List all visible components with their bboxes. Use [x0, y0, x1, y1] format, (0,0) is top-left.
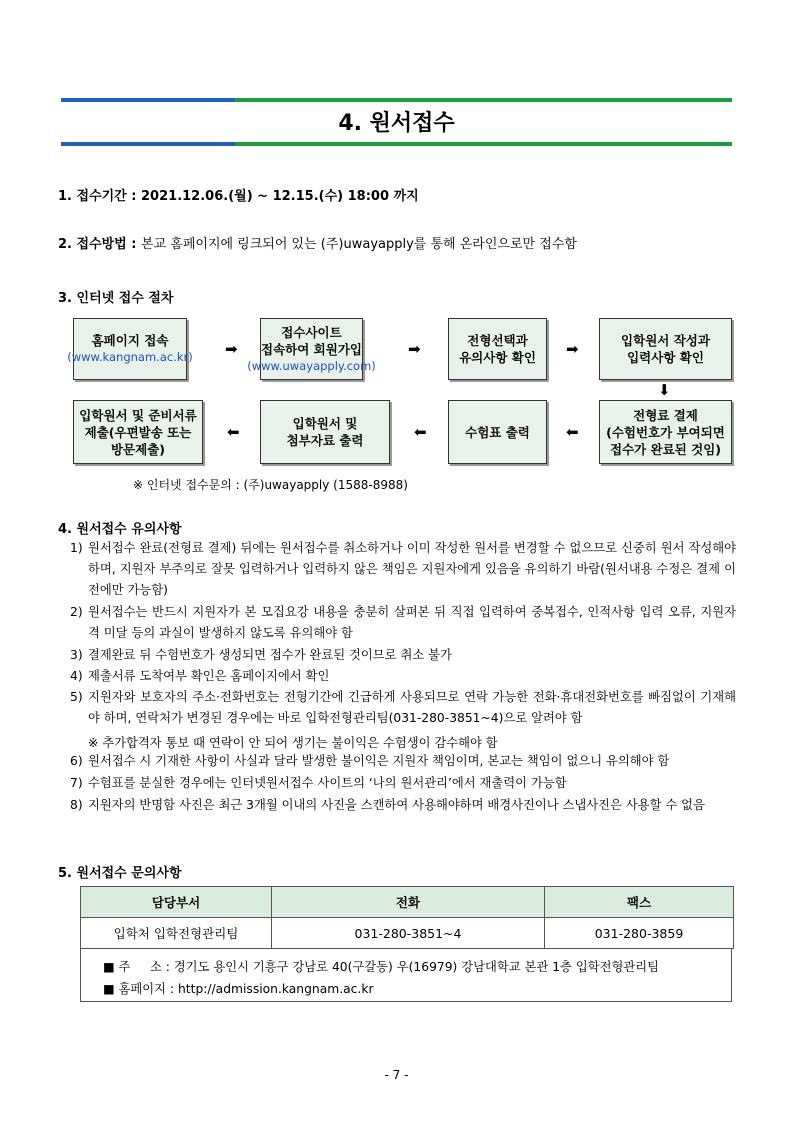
arrow-down-icon: ⬇	[658, 381, 671, 399]
additional-acceptance-note: ※ 추가합격자 통보 때 연락이 안 되어 생기는 불이익은 수험생이 감수해야 함	[88, 736, 498, 750]
arrow-right-icon: ➡	[225, 340, 238, 358]
title-rule-bottom	[61, 142, 732, 146]
table-header: 팩스	[545, 887, 734, 918]
page-number: - 7 -	[384, 1068, 409, 1082]
page-title: 4. 원서접수	[338, 111, 455, 136]
note-item: 4) 제출서류 도착여부 확인은 홈페이지에서 확인	[70, 669, 330, 683]
section-method: 2. 접수방법 : 본교 홈페이지에 링크되어 있는 (주)uwayapply를 통해 온라인으로만 접수함	[58, 237, 577, 252]
table-header-row	[81, 887, 734, 918]
note-item: 3) 결제완료 뒤 수험번호가 생성되면 접수가 완료된 것이므로 취소 불가	[70, 648, 452, 662]
flow-step-signup: 접수사이트 접속하여 회원가입 (www.uwayapply.com)	[260, 318, 363, 380]
arrow-left-icon: ⬅	[566, 423, 579, 441]
flow-inquiry-note: ※ 인터넷 접수문의 : (주)uwayapply (1588-8988)	[133, 478, 408, 492]
flow-step-write: 입학원서 작성과 입력사항 확인	[599, 318, 732, 380]
section-cautions	[58, 518, 182, 537]
arrow-left-icon: ⬅	[227, 423, 240, 441]
section-procedure	[58, 287, 173, 306]
flow-step-print-form: 입학원서 및 첨부자료 출력	[260, 400, 390, 464]
note-item: 7) 수험표를 분실한 경우에는 인터넷원서접수 사이트의 ‘나의 원서관리’에서 재출력이 가능함	[70, 776, 567, 790]
section-procedure-label: 3. 인터넷 접수 절차	[58, 291, 174, 306]
flow-step-select: 전형선택과 유의사항 확인	[448, 318, 547, 380]
arrow-left-icon: ⬅	[414, 423, 427, 441]
arrow-right-icon: ➡	[566, 340, 579, 358]
section-period-text: 2021.12.06.(월) ~ 12.15.(수) 18:00 까지	[141, 189, 419, 204]
section-inquiry	[58, 862, 182, 881]
note-item: 2) 원서접수는 반드시 지원자가 본 모집요강 내용을 충분히 살펴본 뒤 직접 입력하여 중복접수, 인적사항 입력 오류, 지원자격 미달 등의 과실이 발생하지 않도록 유의해야 함	[70, 605, 736, 640]
table-cell: 031-280-3851~4	[272, 918, 545, 949]
flow-step-homepage: 홈페이지 접속 (www.kangnam.ac.kr)	[73, 318, 187, 380]
table-cell: 입학처 입학전형관리팀	[81, 918, 272, 949]
table-cell: 031-280-3859	[545, 918, 734, 949]
note-item: 8) 지원자의 반명함 사진은 최근 3개월 이내의 사진을 스캔하여 사용해야하며 배경사진이나 스냅사진은 사용할 수 없음	[70, 798, 705, 812]
address-line: ■ 주 소 : 경기도 용인시 기흥구 강남로 40(구갈동) 우(16979) 강남대학교 본관 1층 입학전형관리팀	[103, 960, 659, 974]
section-method-label: 2. 접수방법	[58, 237, 127, 252]
section-period-label: 1. 접수기간	[58, 189, 127, 204]
title-rule-top	[61, 98, 732, 102]
flow-step-print-ticket: 수험표 출력	[448, 400, 547, 464]
flow-step-submit: 입학원서 및 준비서류 제출(우편발송 또는 방문제출)	[73, 400, 203, 464]
section-inquiry-label: 5. 원서접수 문의사항	[58, 866, 182, 881]
section-period: 1. 접수기간 : 2021.12.06.(월) ~ 12.15.(수) 18:00 까지	[58, 189, 419, 204]
note-item: 5) 지원자와 보호자의 주소·전화번호는 전형기간에 긴급하게 사용되므로 연락 가능한 전화·휴대전화번호를 빠짐없이 기재해야 하며, 연락처가 변경된 경우에는 바로 입학전형관리팀(031-280-3851~4)으로 알려야 함	[70, 690, 736, 725]
flow-step-payment: 전형료 결제 (수험번호가 부여되면 접수가 완료된 것임)	[599, 400, 732, 464]
homepage-line: ■ 홈페이지 : http://admission.kangnam.ac.kr	[103, 982, 374, 996]
table-row	[81, 918, 734, 949]
note-item: 6) 원서접수 시 기재한 사항이 사실과 달라 발생한 불이익은 지원자 책임이며, 본교는 책임이 없으니 유의해야 함	[70, 754, 670, 768]
table-header: 담당부서	[81, 887, 272, 918]
table-header: 전화	[272, 887, 545, 918]
section-cautions-label: 4. 원서접수 유의사항	[58, 522, 182, 537]
arrow-right-icon: ➡	[408, 340, 421, 358]
section-method-text: 본교 홈페이지에 링크되어 있는 (주)uwayapply를 통해 온라인으로만 접수함	[141, 237, 577, 252]
contact-table	[80, 886, 734, 949]
note-item: 1) 원서접수 완료(전형료 결제) 뒤에는 원서접수를 취소하거나 이미 작성한 원서를 변경할 수 없으므로 신중히 원서 작성해야 하며, 지원자 부주의로 잘못 입력하거나 입력하지 않은 책임은 지원자에게 있음을 유의하기 바람(원서내용 수정은 결제 이전에만 가능함)	[70, 541, 736, 597]
contact-info-box	[80, 948, 732, 1002]
